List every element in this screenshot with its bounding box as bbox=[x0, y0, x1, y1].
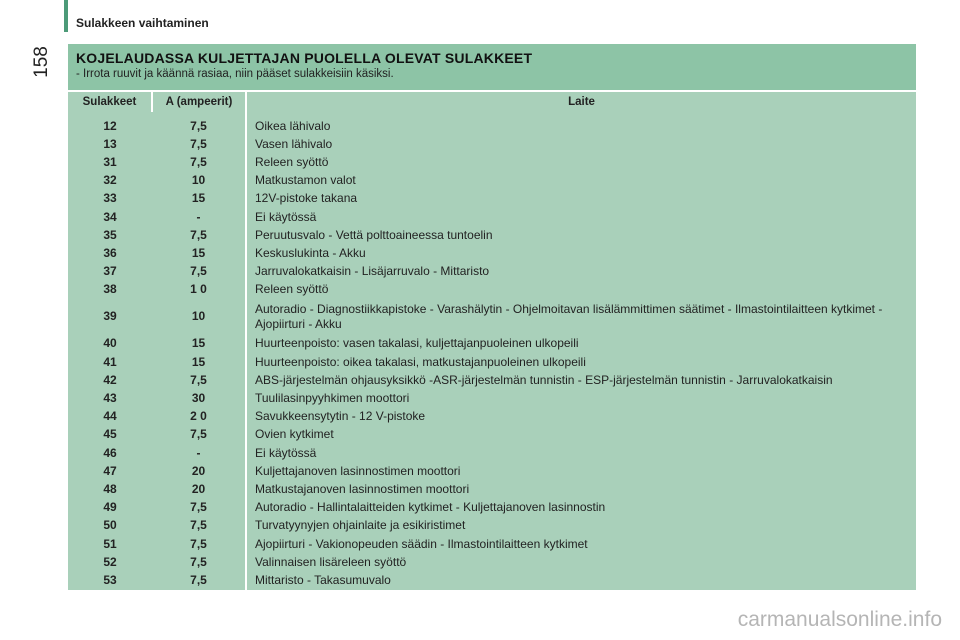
fuse-number-cell: 38 bbox=[68, 281, 152, 299]
fuse-amps-cell: 7,5 bbox=[152, 517, 246, 535]
fuse-number-cell: 41 bbox=[68, 353, 152, 371]
table-row bbox=[68, 299, 916, 335]
fuse-number-cell: 33 bbox=[68, 190, 152, 208]
column-header-amps: A (ampeerit) bbox=[152, 92, 246, 112]
fuse-amps-cell: 15 bbox=[152, 353, 246, 371]
table-row bbox=[68, 535, 916, 553]
table-row bbox=[68, 426, 916, 444]
fuse-device-cell: Ajopiirturi - Vakionopeuden säädin - Ilmastointilaitteen kytkimet bbox=[246, 535, 916, 553]
fuse-amps-cell: 2 0 bbox=[152, 408, 246, 426]
fuse-number-cell: 42 bbox=[68, 371, 152, 389]
fuse-number-cell: 47 bbox=[68, 462, 152, 480]
fuse-amps-cell: 7,5 bbox=[152, 135, 246, 153]
table-row bbox=[68, 553, 916, 571]
fuse-number-cell: 32 bbox=[68, 172, 152, 190]
fuse-panel bbox=[68, 44, 916, 590]
fuse-number-cell: 53 bbox=[68, 571, 152, 589]
fuse-device-cell: Matkustamon valot bbox=[246, 172, 916, 190]
fuse-amps-cell: 20 bbox=[152, 480, 246, 498]
table-row bbox=[68, 172, 916, 190]
fuse-number-cell: 49 bbox=[68, 499, 152, 517]
fuse-number-cell: 50 bbox=[68, 517, 152, 535]
fuse-device-cell: Autoradio - Diagnostiikkapistoke - Varashälytin - Ohjelmoitavan lisälämmittimen säätimet - Ilmastointilaitteen kytkimet - Ajopiirturi - Akku bbox=[246, 299, 916, 335]
fuse-device-cell: Peruutusvalo - Vettä polttoaineessa tuntoelin bbox=[246, 226, 916, 244]
fuse-amps-cell: 7,5 bbox=[152, 153, 246, 171]
fuse-number-cell: 44 bbox=[68, 408, 152, 426]
fuse-amps-cell: - bbox=[152, 444, 246, 462]
fuse-number-cell: 37 bbox=[68, 263, 152, 281]
fuse-device-cell: Keskuslukinta - Akku bbox=[246, 244, 916, 262]
fuse-table-body bbox=[68, 112, 916, 590]
fuse-device-cell: Oikea lähivalo bbox=[246, 117, 916, 135]
fuse-number-cell: 43 bbox=[68, 389, 152, 407]
fuse-number-cell: 13 bbox=[68, 135, 152, 153]
fuse-amps-cell: - bbox=[152, 208, 246, 226]
fuse-number-cell: 39 bbox=[68, 299, 152, 335]
table-row bbox=[68, 117, 916, 135]
fuse-device-cell: Kuljettajanoven lasinnostimen moottori bbox=[246, 462, 916, 480]
fuse-amps-cell: 15 bbox=[152, 335, 246, 353]
page-number-text: 158 bbox=[30, 46, 52, 78]
fuse-amps-cell: 15 bbox=[152, 190, 246, 208]
fuse-number-cell: 52 bbox=[68, 553, 152, 571]
table-row bbox=[68, 226, 916, 244]
fuse-device-cell: Mittaristo - Takasumuvalo bbox=[246, 571, 916, 589]
fuse-amps-cell: 7,5 bbox=[152, 571, 246, 589]
panel-header bbox=[68, 44, 916, 90]
table-row bbox=[68, 208, 916, 226]
fuse-amps-cell: 7,5 bbox=[152, 263, 246, 281]
fuse-amps-cell: 7,5 bbox=[152, 553, 246, 571]
fuse-device-cell: Huurteenpoisto: oikea takalasi, matkustajanpuoleinen ulkopeili bbox=[246, 353, 916, 371]
fuse-device-cell: 12V-pistoke takana bbox=[246, 190, 916, 208]
table-row bbox=[68, 335, 916, 353]
section-title: Sulakkeen vaihtaminen bbox=[76, 16, 209, 30]
table-row bbox=[68, 499, 916, 517]
fuse-number-cell: 36 bbox=[68, 244, 152, 262]
table-row bbox=[68, 408, 916, 426]
fuse-amps-cell: 30 bbox=[152, 389, 246, 407]
fuse-device-cell: ABS-järjestelmän ohjausyksikkö -ASR-järjestelmän tunnistin - ESP-järjestelmän tunnistin - Jarruvalokatkaisin bbox=[246, 371, 916, 389]
fuse-number-cell: 34 bbox=[68, 208, 152, 226]
fuse-device-cell: Huurteenpoisto: vasen takalasi, kuljettajanpuoleinen ulkopeili bbox=[246, 335, 916, 353]
table-row bbox=[68, 571, 916, 589]
fuse-number-cell: 46 bbox=[68, 444, 152, 462]
fuse-device-cell: Releen syöttö bbox=[246, 281, 916, 299]
fuse-device-cell: Jarruvalokatkaisin - Lisäjarruvalo - Mittaristo bbox=[246, 263, 916, 281]
fuse-device-cell: Ovien kytkimet bbox=[246, 426, 916, 444]
section-accent-bar bbox=[64, 0, 68, 32]
fuse-amps-cell: 15 bbox=[152, 244, 246, 262]
fuse-number-cell: 35 bbox=[68, 226, 152, 244]
fuse-amps-cell: 10 bbox=[152, 299, 246, 335]
fuse-device-cell: Tuulilasinpyyhkimen moottori bbox=[246, 389, 916, 407]
fuse-amps-cell: 20 bbox=[152, 462, 246, 480]
column-header-fuse: Sulakkeet bbox=[68, 92, 152, 112]
table-row bbox=[68, 444, 916, 462]
fuse-device-cell: Vasen lähivalo bbox=[246, 135, 916, 153]
fuse-device-cell: Turvatyynyjen ohjainlaite ja esikiristimet bbox=[246, 517, 916, 535]
fuse-amps-cell: 7,5 bbox=[152, 371, 246, 389]
table-row bbox=[68, 263, 916, 281]
fuse-number-cell: 48 bbox=[68, 480, 152, 498]
fuse-device-cell: Releen syöttö bbox=[246, 153, 916, 171]
table-row bbox=[68, 244, 916, 262]
fuse-device-cell: Autoradio - Hallintalaitteiden kytkimet - Kuljettajanoven lasinnostin bbox=[246, 499, 916, 517]
fuse-amps-cell: 7,5 bbox=[152, 226, 246, 244]
table-row bbox=[68, 281, 916, 299]
table-row bbox=[68, 190, 916, 208]
table-row bbox=[68, 153, 916, 171]
fuse-device-cell: Ei käytössä bbox=[246, 208, 916, 226]
fuse-device-cell: Savukkeensytytin - 12 V-pistoke bbox=[246, 408, 916, 426]
fuse-table bbox=[68, 92, 916, 590]
watermark: carmanualsonline.info bbox=[737, 608, 942, 631]
fuse-number-cell: 40 bbox=[68, 335, 152, 353]
page-number bbox=[24, 42, 60, 82]
panel-title: KOJELAUDASSA KULJETTAJAN PUOLELLA OLEVAT SULAKKEET bbox=[76, 50, 533, 66]
table-row bbox=[68, 135, 916, 153]
fuse-amps-cell: 1 0 bbox=[152, 281, 246, 299]
fuse-amps-cell: 7,5 bbox=[152, 499, 246, 517]
fuse-number-cell: 31 bbox=[68, 153, 152, 171]
fuse-amps-cell: 10 bbox=[152, 172, 246, 190]
table-row bbox=[68, 389, 916, 407]
fuse-number-cell: 51 bbox=[68, 535, 152, 553]
fuse-device-cell: Valinnaisen lisäreleen syöttö bbox=[246, 553, 916, 571]
table-row bbox=[68, 517, 916, 535]
fuse-device-cell: Matkustajanoven lasinnostimen moottori bbox=[246, 480, 916, 498]
table-header-row bbox=[68, 92, 916, 112]
fuse-number-cell: 45 bbox=[68, 426, 152, 444]
table-row bbox=[68, 480, 916, 498]
panel-instruction: - Irrota ruuvit ja käännä rasiaa, niin pääset sulakkeisiin käsiksi. bbox=[76, 68, 394, 80]
fuse-device-cell: Ei käytössä bbox=[246, 444, 916, 462]
fuse-amps-cell: 7,5 bbox=[152, 117, 246, 135]
table-row bbox=[68, 462, 916, 480]
column-header-device: Laite bbox=[246, 92, 916, 112]
table-row bbox=[68, 353, 916, 371]
fuse-amps-cell: 7,5 bbox=[152, 426, 246, 444]
table-row bbox=[68, 371, 916, 389]
fuse-amps-cell: 7,5 bbox=[152, 535, 246, 553]
fuse-number-cell: 12 bbox=[68, 117, 152, 135]
